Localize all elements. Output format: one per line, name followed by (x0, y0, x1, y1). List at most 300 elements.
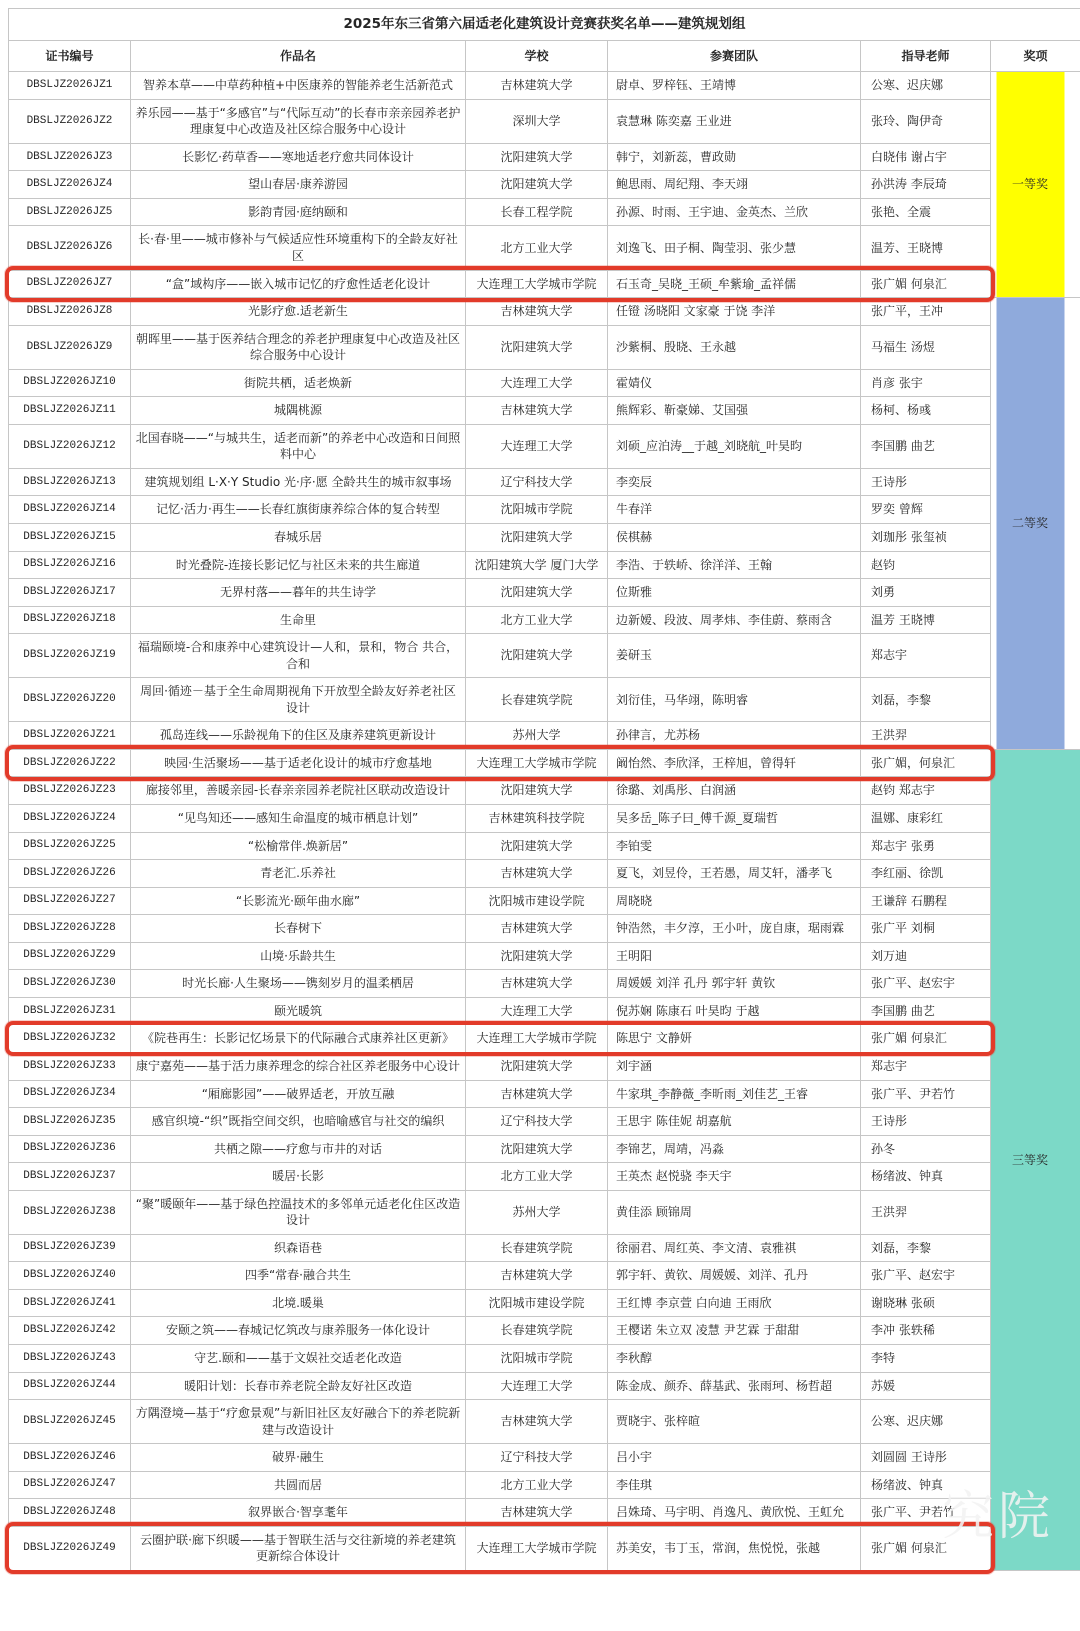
award-tier-cell (991, 298, 1080, 750)
table-row (9, 749, 1080, 777)
teachers-cell: 肖彦 张宇 (861, 369, 991, 397)
teachers-cell: 张广平、尹若竹 (861, 1499, 991, 1527)
column-header-2: 学校 (466, 40, 608, 72)
work-cell: 无界村落——暮年的共生诗学 (131, 579, 466, 607)
table-row (9, 1471, 1080, 1499)
school-cell: 沈阳建筑大学 (466, 634, 608, 678)
team-cell: 钟浩然，丰夕淳，王小叶，庞自康，琚雨霖 (608, 915, 861, 943)
cert-cell: DBSLJZ2026JZ10 (9, 369, 131, 397)
team-cell: 王思宇 陈佳妮 胡嘉航 (608, 1108, 861, 1136)
teachers-cell: 张广平、尹若竹 (861, 1080, 991, 1108)
award-tier-label: 一等奖 (1011, 177, 1048, 192)
school-cell: 沈阳建筑大学 (466, 143, 608, 171)
team-cell: 孙源、时雨、王宇迪、金英杰、兰欣 (608, 198, 861, 226)
table-row (9, 551, 1080, 579)
school-cell: 沈阳建筑大学 (466, 171, 608, 199)
teachers-cell: 张艳、全震 (861, 198, 991, 226)
cert-cell: DBSLJZ2026JZ18 (9, 606, 131, 634)
teachers-cell: 张广平、赵宏宇 (861, 1262, 991, 1290)
work-cell: 生命里 (131, 606, 466, 634)
teachers-cell: 李冲 张轶稀 (861, 1317, 991, 1345)
cert-cell: DBSLJZ2026JZ12 (9, 424, 131, 468)
award-tier-label: 三等奖 (1011, 1152, 1048, 1167)
work-cell: 叙界嵌合·智享耄年 (131, 1499, 466, 1527)
school-cell: 吉林建筑科技学院 (466, 805, 608, 833)
work-cell: 朝晖里——基于医养结合理念的养老护理康复中心改造及社区综合服务中心设计 (131, 325, 466, 369)
teachers-cell: 温娜、康彩红 (861, 805, 991, 833)
teachers-cell: 苏媛 (861, 1372, 991, 1400)
school-cell: 大连理工大学 (466, 1372, 608, 1400)
teachers-cell: 王谦辞 石鹏程 (861, 887, 991, 915)
table-row (9, 942, 1080, 970)
work-cell: 四季“常春·融合共生 (131, 1262, 466, 1290)
work-cell: 廊接邻里，善暖亲园-长春亲亲园养老院社区联动改造设计 (131, 777, 466, 805)
table-row (9, 1526, 1080, 1570)
team-cell: 郭宇轩、黄钦、周媛媛、刘洋、孔丹 (608, 1262, 861, 1290)
teachers-cell: 郑志宇 (861, 1052, 991, 1080)
school-cell: 大连理工大学城市学院 (466, 1526, 608, 1570)
teachers-cell: 公寒、迟庆娜 (861, 1400, 991, 1444)
cert-cell: DBSLJZ2026JZ39 (9, 1234, 131, 1262)
teachers-cell: 赵钧 (861, 551, 991, 579)
table-row (9, 325, 1080, 369)
team-cell: 王英杰 赵悦骁 李天宇 (608, 1163, 861, 1191)
column-header-5: 奖项 (991, 40, 1080, 72)
cert-cell: DBSLJZ2026JZ23 (9, 777, 131, 805)
team-cell: 石玉奇_吴晓_王硕_牟紫瑜_孟祥儒 (608, 270, 861, 298)
team-cell: 李铂雯 (608, 832, 861, 860)
work-cell: 光影疗愈.适老新生 (131, 298, 466, 326)
school-cell: 吉林建筑大学 (466, 860, 608, 888)
school-cell: 沈阳建筑大学 (466, 524, 608, 552)
team-cell: 沙紫桐、殷晓、王永越 (608, 325, 861, 369)
team-cell: 周媛媛 刘洋 孔丹 郭宇轩 黄钦 (608, 970, 861, 998)
cert-cell: DBSLJZ2026JZ20 (9, 678, 131, 722)
table-row (9, 524, 1080, 552)
column-header-1: 作品名 (131, 40, 466, 72)
teachers-cell: 郑志宇 张勇 (861, 832, 991, 860)
cert-cell: DBSLJZ2026JZ36 (9, 1135, 131, 1163)
work-cell: 康宁嘉苑——基于活力康养理念的综合社区养老服务中心设计 (131, 1052, 466, 1080)
school-cell: 北方工业大学 (466, 1471, 608, 1499)
team-cell: 吕小宇 (608, 1444, 861, 1472)
school-cell: 吉林建筑大学 (466, 1080, 608, 1108)
school-cell: 长春建筑学院 (466, 1317, 608, 1345)
team-cell: 鲍思雨、周纪翔、李天翊 (608, 171, 861, 199)
work-cell: 山境·乐龄共生 (131, 942, 466, 970)
work-cell: 暖居·长影 (131, 1163, 466, 1191)
school-cell: 大连理工大学 (466, 369, 608, 397)
table-row (9, 805, 1080, 833)
work-cell: 守艺.颐和——基于文娱社交适老化改造 (131, 1344, 466, 1372)
work-cell: 颐光暖筑 (131, 997, 466, 1025)
team-cell: 位斯雅 (608, 579, 861, 607)
teachers-cell: 张广媚 何泉汇 (861, 1025, 991, 1053)
work-cell: 感官织境-“织”既指空间交织，也暗喻感官与社交的编织 (131, 1108, 466, 1136)
cert-cell: DBSLJZ2026JZ49 (9, 1526, 131, 1570)
school-cell: 北方工业大学 (466, 1163, 608, 1191)
table-row (9, 369, 1080, 397)
work-cell: 影韵青园·庭纳颐和 (131, 198, 466, 226)
table-row (9, 722, 1080, 750)
cert-cell: DBSLJZ2026JZ40 (9, 1262, 131, 1290)
team-cell: 李秋醇 (608, 1344, 861, 1372)
team-cell: 姜研玉 (608, 634, 861, 678)
school-cell: 沈阳建筑大学 (466, 1052, 608, 1080)
table-row (9, 1234, 1080, 1262)
teachers-cell: 杨柯、杨彧 (861, 397, 991, 425)
teachers-cell: 张广平，王冲 (861, 298, 991, 326)
cert-cell: DBSLJZ2026JZ15 (9, 524, 131, 552)
teachers-cell: 张广媚，何泉汇 (861, 749, 991, 777)
table-row (9, 1317, 1080, 1345)
school-cell: 北方工业大学 (466, 606, 608, 634)
cert-cell: DBSLJZ2026JZ32 (9, 1025, 131, 1053)
team-cell: 刘逸飞、田子桐、陶莹羽、张少慧 (608, 226, 861, 270)
cert-cell: DBSLJZ2026JZ3 (9, 143, 131, 171)
table-row (9, 1400, 1080, 1444)
cert-cell: DBSLJZ2026JZ13 (9, 468, 131, 496)
team-cell: 陈金成、颜乔、薛基武、张雨珂、杨哲超 (608, 1372, 861, 1400)
table-row (9, 678, 1080, 722)
work-cell: 共圆而居 (131, 1471, 466, 1499)
teachers-cell: 公寒、迟庆娜 (861, 72, 991, 100)
work-cell: 长·春·里——城市修补与气候适应性环境重构下的全龄友好社区 (131, 226, 466, 270)
table-row (9, 424, 1080, 468)
school-cell: 沈阳建筑大学 (466, 325, 608, 369)
table-row (9, 970, 1080, 998)
team-cell: 倪苏娴 陈康石 叶昊昀 于越 (608, 997, 861, 1025)
school-cell: 深圳大学 (466, 99, 608, 143)
table-row (9, 1108, 1080, 1136)
teachers-cell: 刘珈彤 张玺祯 (861, 524, 991, 552)
cert-cell: DBSLJZ2026JZ21 (9, 722, 131, 750)
cert-cell: DBSLJZ2026JZ22 (9, 749, 131, 777)
team-cell: 边新嫒、段波、周孝炜、李佳蔚、蔡雨含 (608, 606, 861, 634)
work-cell: 长春树下 (131, 915, 466, 943)
school-cell: 苏州大学 (466, 722, 608, 750)
cert-cell: DBSLJZ2026JZ45 (9, 1400, 131, 1444)
work-cell: 时光长廊·人生聚场——镌刻岁月的温柔栖居 (131, 970, 466, 998)
table-row (9, 1190, 1080, 1234)
table-row (9, 1163, 1080, 1191)
team-cell: 黄佳添 顾锦周 (608, 1190, 861, 1234)
teachers-cell: 张广媚 何泉汇 (861, 1526, 991, 1570)
team-cell: 李佳琪 (608, 1471, 861, 1499)
team-cell: 韩宁，刘新蕊，曹政勋 (608, 143, 861, 171)
table-row (9, 1499, 1080, 1527)
table-row (9, 171, 1080, 199)
cert-cell: DBSLJZ2026JZ37 (9, 1163, 131, 1191)
school-cell: 吉林建筑大学 (466, 1400, 608, 1444)
table-row (9, 860, 1080, 888)
school-cell: 大连理工大学 (466, 997, 608, 1025)
work-cell: 记忆·活力·再生——长春红旗街康养综合体的复合转型 (131, 496, 466, 524)
work-cell: 暖阳计划：长春市养老院全龄友好社区改造 (131, 1372, 466, 1400)
school-cell: 沈阳城市学院 (466, 496, 608, 524)
cert-cell: DBSLJZ2026JZ30 (9, 970, 131, 998)
team-cell: 贾晓宇、张梓暄 (608, 1400, 861, 1444)
work-cell: 北境.暖巢 (131, 1289, 466, 1317)
teachers-cell: 王洪羿 (861, 722, 991, 750)
school-cell: 吉林建筑大学 (466, 298, 608, 326)
cert-cell: DBSLJZ2026JZ44 (9, 1372, 131, 1400)
teachers-cell: 刘磊，李黎 (861, 1234, 991, 1262)
table-row (9, 1444, 1080, 1472)
work-cell: 城隅桃源 (131, 397, 466, 425)
school-cell: 吉林建筑大学 (466, 1262, 608, 1290)
cert-cell: DBSLJZ2026JZ38 (9, 1190, 131, 1234)
work-cell: 方隅澄境—基于“疗愈景观”与新旧社区友好融合下的养老院新建与改造设计 (131, 1400, 466, 1444)
team-cell: 霍婧仪 (608, 369, 861, 397)
cert-cell: DBSLJZ2026JZ7 (9, 270, 131, 298)
table-row (9, 397, 1080, 425)
team-cell: 熊辉彩、靳豪娣、艾国强 (608, 397, 861, 425)
teachers-cell: 罗奕 曾辉 (861, 496, 991, 524)
title-row (9, 9, 1080, 41)
team-cell: 刘宇涵 (608, 1052, 861, 1080)
cert-cell: DBSLJZ2026JZ42 (9, 1317, 131, 1345)
teachers-cell: 孙冬 (861, 1135, 991, 1163)
table-row (9, 1080, 1080, 1108)
work-cell: 《院巷再生：长影记忆场景下的代际融合式康养社区更新》 (131, 1025, 466, 1053)
teachers-cell: 王诗彤 (861, 468, 991, 496)
school-cell: 大连理工大学城市学院 (466, 749, 608, 777)
teachers-cell: 刘圆圆 王诗彤 (861, 1444, 991, 1472)
team-cell: 刘硕_应泊涛__于越_刘晓航_叶昊昀 (608, 424, 861, 468)
team-cell: 刘衍佳，马华翊，陈明睿 (608, 678, 861, 722)
teachers-cell: 杨绪波、钟真 (861, 1163, 991, 1191)
school-cell: 辽宁科技大学 (466, 1108, 608, 1136)
school-cell: 吉林建筑大学 (466, 915, 608, 943)
table-row (9, 777, 1080, 805)
table-header-row (9, 40, 1080, 72)
cert-cell: DBSLJZ2026JZ28 (9, 915, 131, 943)
work-cell: 时光叠院-连接长影记忆与社区未来的共生廊道 (131, 551, 466, 579)
school-cell: 辽宁科技大学 (466, 468, 608, 496)
teachers-cell: 郑志宇 (861, 634, 991, 678)
column-header-0: 证书编号 (9, 40, 131, 72)
table-row (9, 634, 1080, 678)
table-row (9, 997, 1080, 1025)
team-cell: 牛春洋 (608, 496, 861, 524)
watermark: 究院 (942, 1487, 1055, 1547)
table-row (9, 579, 1080, 607)
cert-cell: DBSLJZ2026JZ48 (9, 1499, 131, 1527)
team-cell: 周晓晓 (608, 887, 861, 915)
team-cell: 孙律言，尤苏杨 (608, 722, 861, 750)
table-row (9, 496, 1080, 524)
teachers-cell: 张广平、赵宏宇 (861, 970, 991, 998)
work-cell: “聚”暖颐年——基于绿色控温技术的多邻单元适老化住区改造设计 (131, 1190, 466, 1234)
cert-cell: DBSLJZ2026JZ25 (9, 832, 131, 860)
teachers-cell: 刘万迪 (861, 942, 991, 970)
team-cell: 李锦艺，周靖，冯淼 (608, 1135, 861, 1163)
table-row (9, 198, 1080, 226)
table-row (9, 226, 1080, 270)
team-cell: 王红博 李京萱 白向迪 王雨欣 (608, 1289, 861, 1317)
work-cell: 福瑞颐境-合和康养中心建筑设计—人和，景和，物合 共合，合和 (131, 634, 466, 678)
work-cell: 织森语巷 (131, 1234, 466, 1262)
team-cell: 王樱诺 朱立双 凌慧 尹艺霖 于甜甜 (608, 1317, 861, 1345)
teachers-cell: 杨绪波、钟真 (861, 1471, 991, 1499)
teachers-cell: 赵钧 郑志宇 (861, 777, 991, 805)
team-cell: 阚怡然、李欣泽，王梓旭，曾得轩 (608, 749, 861, 777)
work-cell: 春城乐居 (131, 524, 466, 552)
teachers-cell: 张广平 刘桐 (861, 915, 991, 943)
work-cell: “长影流光·颐年曲水廊” (131, 887, 466, 915)
teachers-cell: 李红丽、徐凯 (861, 860, 991, 888)
table-row (9, 1372, 1080, 1400)
school-cell: 北方工业大学 (466, 226, 608, 270)
cert-cell: DBSLJZ2026JZ6 (9, 226, 131, 270)
school-cell: 辽宁科技大学 (466, 1444, 608, 1472)
cert-cell: DBSLJZ2026JZ8 (9, 298, 131, 326)
work-cell: “盒”域构序——嵌入城市记忆的疗愈性适老化设计 (131, 270, 466, 298)
school-cell: 沈阳城市建设学院 (466, 887, 608, 915)
table-row (9, 1262, 1080, 1290)
team-cell: 王明阳 (608, 942, 861, 970)
teachers-cell: 孙洪涛 李辰琦 (861, 171, 991, 199)
teachers-cell: 谢晓琳 张硕 (861, 1289, 991, 1317)
table-row (9, 887, 1080, 915)
work-cell: “厢廊影园”——破界适老，开放互融 (131, 1080, 466, 1108)
school-cell: 沈阳建筑大学 (466, 942, 608, 970)
teachers-cell: 温芳 王晓博 (861, 606, 991, 634)
table-row (9, 1025, 1080, 1053)
cert-cell: DBSLJZ2026JZ31 (9, 997, 131, 1025)
school-cell: 吉林建筑大学 (466, 397, 608, 425)
teachers-cell: 李特 (861, 1344, 991, 1372)
school-cell: 沈阳建筑大学 (466, 777, 608, 805)
work-cell: 养乐园——基于“多感官”与“代际互动”的长春市亲亲园养老护理康复中心改造及社区综合服务中心设计 (131, 99, 466, 143)
cert-cell: DBSLJZ2026JZ33 (9, 1052, 131, 1080)
school-cell: 沈阳建筑大学 厦门大学 (466, 551, 608, 579)
teachers-cell: 马福生 汤煜 (861, 325, 991, 369)
cert-cell: DBSLJZ2026JZ29 (9, 942, 131, 970)
teachers-cell: 王洪羿 (861, 1190, 991, 1234)
table-row (9, 143, 1080, 171)
cert-cell: DBSLJZ2026JZ41 (9, 1289, 131, 1317)
cert-cell: DBSLJZ2026JZ27 (9, 887, 131, 915)
school-cell: 大连理工大学 (466, 424, 608, 468)
team-cell: 牛家琪_李静薇_李昕雨_刘佳艺_王睿 (608, 1080, 861, 1108)
work-cell: “松榆常伴.焕新居” (131, 832, 466, 860)
school-cell: 沈阳城市建设学院 (466, 1289, 608, 1317)
cert-cell: DBSLJZ2026JZ16 (9, 551, 131, 579)
cert-cell: DBSLJZ2026JZ11 (9, 397, 131, 425)
work-cell: 长影忆·药草香——寒地适老疗愈共同体设计 (131, 143, 466, 171)
school-cell: 吉林建筑大学 (466, 72, 608, 100)
team-cell: 徐丽君、周红英、李文清、袁雅祺 (608, 1234, 861, 1262)
team-cell: 徐璐、刘禹彤、白润涵 (608, 777, 861, 805)
work-cell: 智养本草——中草药种植+中医康养的智能养老生活新范式 (131, 72, 466, 100)
table-row (9, 1289, 1080, 1317)
work-cell: 孤岛连线——乐龄视角下的住区及康养建筑更新设计 (131, 722, 466, 750)
cert-cell: DBSLJZ2026JZ1 (9, 72, 131, 100)
table-row (9, 270, 1080, 298)
cert-cell: DBSLJZ2026JZ14 (9, 496, 131, 524)
cert-cell: DBSLJZ2026JZ46 (9, 1444, 131, 1472)
awards-table (8, 8, 1080, 1571)
table-row (9, 915, 1080, 943)
column-header-4: 指导老师 (861, 40, 991, 72)
table-row (9, 1344, 1080, 1372)
cert-cell: DBSLJZ2026JZ43 (9, 1344, 131, 1372)
team-cell: 任镫 汤晓阳 文家豪 于饶 李洋 (608, 298, 861, 326)
work-cell: 破界·融生 (131, 1444, 466, 1472)
award-tier-cell (991, 72, 1080, 298)
cert-cell: DBSLJZ2026JZ19 (9, 634, 131, 678)
teachers-cell: 李国鹏 曲艺 (861, 997, 991, 1025)
table-row (9, 99, 1080, 143)
team-cell: 吕姝琦、马宇明、肖逸凡、黄欣悦、王虹允 (608, 1499, 861, 1527)
team-cell: 侯棋赫 (608, 524, 861, 552)
school-cell: 沈阳建筑大学 (466, 832, 608, 860)
team-cell: 李浩、于轶峤、徐洋洋、王翰 (608, 551, 861, 579)
work-cell: 青老汇.乐养社 (131, 860, 466, 888)
teachers-cell: 王诗彤 (861, 1108, 991, 1136)
cert-cell: DBSLJZ2026JZ4 (9, 171, 131, 199)
table-row (9, 832, 1080, 860)
cert-cell: DBSLJZ2026JZ35 (9, 1108, 131, 1136)
school-cell: 沈阳建筑大学 (466, 579, 608, 607)
team-cell: 尉卓、罗梓钰、王靖博 (608, 72, 861, 100)
cert-cell: DBSLJZ2026JZ47 (9, 1471, 131, 1499)
work-cell: 安颐之筑——春城记忆筑改与康养服务一体化设计 (131, 1317, 466, 1345)
award-tier-cell (991, 749, 1080, 1570)
school-cell: 吉林建筑大学 (466, 970, 608, 998)
work-cell: 建筑规划组 L·X·Y Studio 光·序·愿 全龄共生的城市叙事场 (131, 468, 466, 496)
teachers-cell: 张广媚 何泉汇 (861, 270, 991, 298)
team-cell: 苏美安，韦丁玉，常润，焦悦悦，张越 (608, 1526, 861, 1570)
work-cell: 街院共栖，适老焕新 (131, 369, 466, 397)
school-cell: 吉林建筑大学 (466, 1499, 608, 1527)
work-cell: 共栖之隙——疗愈与市井的对话 (131, 1135, 466, 1163)
teachers-cell: 刘磊，李黎 (861, 678, 991, 722)
teachers-cell: 白晓伟 谢占宇 (861, 143, 991, 171)
cert-cell: DBSLJZ2026JZ17 (9, 579, 131, 607)
team-cell: 陈思宁 文静妍 (608, 1025, 861, 1053)
teachers-cell: 刘勇 (861, 579, 991, 607)
award-tier-label: 二等奖 (1011, 516, 1048, 531)
teachers-cell: 李国鹏 曲艺 (861, 424, 991, 468)
team-cell: 李奕辰 (608, 468, 861, 496)
cert-cell: DBSLJZ2026JZ5 (9, 198, 131, 226)
team-cell: 夏飞，刘昱伶，王若愚，周艾轩，潘孝飞 (608, 860, 861, 888)
page-title: 2025年东三省第六届适老化建筑设计竞赛获奖名单——建筑规划组 (9, 9, 1080, 41)
column-header-3: 参赛团队 (608, 40, 861, 72)
school-cell: 长春建筑学院 (466, 678, 608, 722)
school-cell: 长春建筑学院 (466, 1234, 608, 1262)
school-cell: 沈阳城市学院 (466, 1344, 608, 1372)
school-cell: 沈阳建筑大学 (466, 1135, 608, 1163)
cert-cell: DBSLJZ2026JZ24 (9, 805, 131, 833)
table-row (9, 1052, 1080, 1080)
work-cell: 北国春晓——“与城共生，适老而新”的养老中心改造和日间照料中心 (131, 424, 466, 468)
cert-cell: DBSLJZ2026JZ2 (9, 99, 131, 143)
cert-cell: DBSLJZ2026JZ34 (9, 1080, 131, 1108)
cert-cell: DBSLJZ2026JZ26 (9, 860, 131, 888)
team-cell: 袁慧琳 陈奕嘉 王业进 (608, 99, 861, 143)
teachers-cell: 张玲、陶伊奇 (861, 99, 991, 143)
table-row (9, 468, 1080, 496)
school-cell: 长春工程学院 (466, 198, 608, 226)
table-row (9, 1135, 1080, 1163)
school-cell: 大连理工大学城市学院 (466, 270, 608, 298)
work-cell: 云圈护联·廊下织暖——基于智联生活与交往新境的养老建筑更新综合体设计 (131, 1526, 466, 1570)
school-cell: 大连理工大学城市学院 (466, 1025, 608, 1053)
